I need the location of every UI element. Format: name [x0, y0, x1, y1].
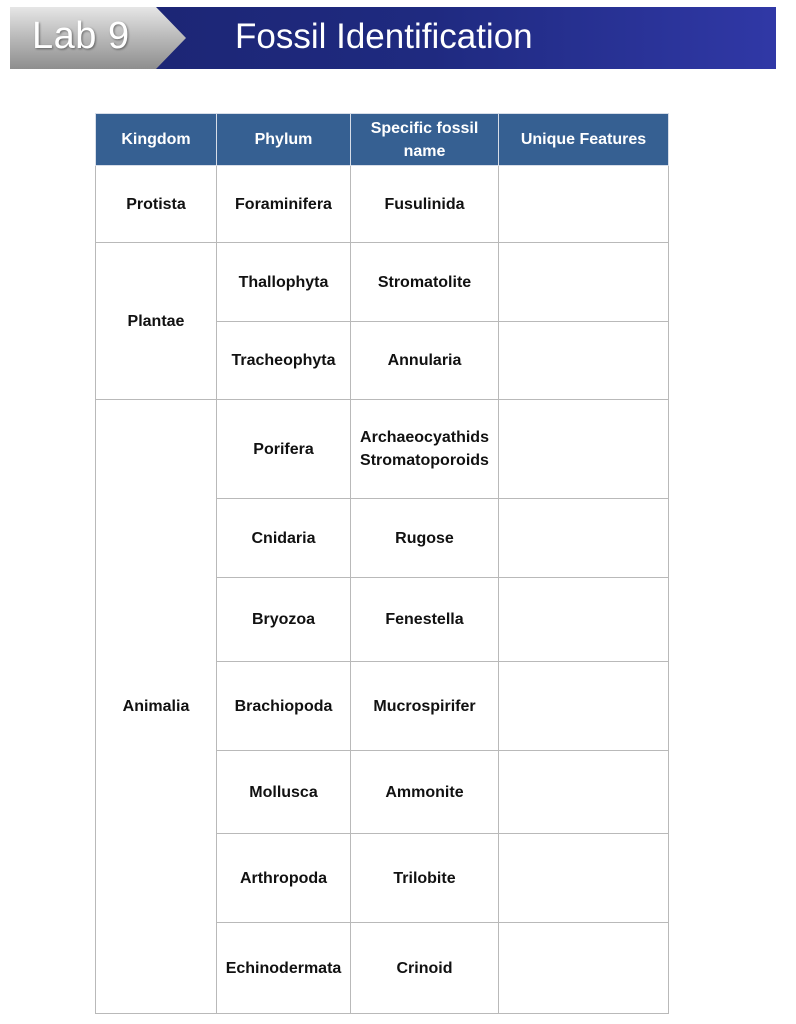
fossil-name-cell: Fenestella [351, 578, 499, 662]
phylum-cell: Porifera [217, 400, 351, 499]
fossil-name-cell: Ammonite [351, 751, 499, 834]
page-title: Fossil Identification [235, 17, 533, 56]
kingdom-cell: Animalia [96, 400, 217, 1014]
phylum-cell: Cnidaria [217, 499, 351, 578]
unique-features-cell[interactable] [499, 662, 669, 751]
unique-features-cell[interactable] [499, 751, 669, 834]
table-row [96, 166, 669, 243]
kingdom-cell: Protista [96, 166, 217, 243]
fossil-identification-table [95, 113, 669, 1014]
title-banner [10, 7, 776, 69]
fossil-name-cell: Mucrospirifer [351, 662, 499, 751]
phylum-cell: Echinodermata [217, 923, 351, 1014]
phylum-cell: Arthropoda [217, 834, 351, 923]
table-header-row [96, 114, 669, 166]
fossil-name-cell: Archaeocyathids Stromatoporoids [351, 400, 499, 499]
table-row [96, 400, 669, 499]
kingdom-cell: Plantae [96, 243, 217, 400]
unique-features-cell[interactable] [499, 499, 669, 578]
column-header-phylum: Phylum [217, 114, 351, 166]
unique-features-cell[interactable] [499, 166, 669, 243]
fossil-name-cell: Rugose [351, 499, 499, 578]
column-header-kingdom: Kingdom [96, 114, 217, 166]
fossil-name-cell: Stromatolite [351, 243, 499, 322]
phylum-cell: Tracheophyta [217, 322, 351, 400]
phylum-cell: Bryozoa [217, 578, 351, 662]
lab-number-label: Lab 9 [32, 15, 130, 57]
fossil-name-cell: Fusulinida [351, 166, 499, 243]
unique-features-cell[interactable] [499, 322, 669, 400]
phylum-cell: Mollusca [217, 751, 351, 834]
unique-features-cell[interactable] [499, 578, 669, 662]
unique-features-cell[interactable] [499, 400, 669, 499]
phylum-cell: Thallophyta [217, 243, 351, 322]
phylum-cell: Foraminifera [217, 166, 351, 243]
fossil-name-cell: Trilobite [351, 834, 499, 923]
unique-features-cell[interactable] [499, 923, 669, 1014]
column-header-unique-features: Unique Features [499, 114, 669, 166]
unique-features-cell[interactable] [499, 834, 669, 923]
table-row [96, 243, 669, 322]
fossil-name-cell: Annularia [351, 322, 499, 400]
fossil-name-cell: Crinoid [351, 923, 499, 1014]
phylum-cell: Brachiopoda [217, 662, 351, 751]
unique-features-cell[interactable] [499, 243, 669, 322]
column-header-fossil-name: Specific fossil name [351, 114, 499, 166]
